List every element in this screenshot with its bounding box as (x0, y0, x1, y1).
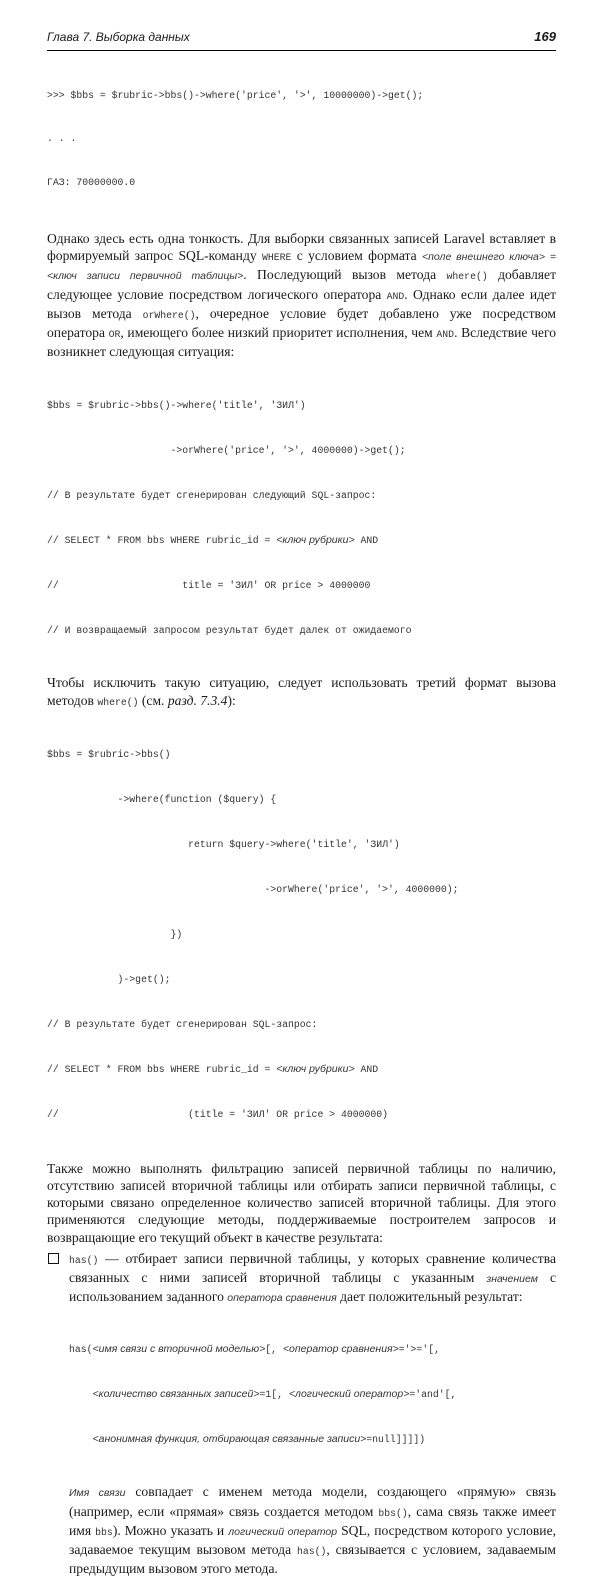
code-line: // (title = 'ЗИЛ' OR price > 4000000) (47, 1108, 388, 1120)
page-number: 169 (534, 29, 556, 44)
code-listing-2 (47, 368, 556, 668)
text: , связывается с условием, задаваемым предыдущим вызовом этого метода. (69, 1542, 556, 1577)
code-line (69, 1432, 556, 1447)
text: , имеющего более низкий приоритет исполнения, чем (120, 325, 437, 341)
inline-code: has() (296, 1546, 327, 1558)
inline-code-italic: логический оператор (228, 1525, 338, 1538)
code-line: }) (47, 928, 183, 940)
code-line: ГАЗ: 70000000.0 (47, 177, 136, 188)
code-text: AND (354, 535, 379, 547)
code-line: return $query->where('title', 'ЗИЛ') (47, 838, 400, 850)
code-line: . . . (47, 133, 77, 144)
checkbox-bullet-icon (48, 1253, 59, 1264)
paragraph-4 (69, 1483, 556, 1577)
chapter-title: Глава 7. Выборка данных (47, 30, 190, 44)
code-placeholder: <количество связанных записей> (92, 1388, 260, 1401)
code-line (69, 1387, 556, 1402)
code-text (69, 1434, 93, 1445)
inline-code-italic: значением (486, 1273, 538, 1286)
code-line: ->orWhere('price', '>', 4000000)->get(); (47, 445, 406, 457)
bullet-item-has (47, 1250, 556, 1577)
code-placeholder: <логический оператор> (288, 1388, 410, 1401)
page-content (47, 58, 556, 1577)
code-text: ='and'[, (409, 1389, 457, 1401)
code-line: >>> $bbs = $rubric->bbs()->where('price', '>', 10000000)->get(); (47, 90, 424, 101)
code-line: ->orWhere('price', '>', 4000000); (47, 883, 459, 895)
code-line: // title = 'ЗИЛ' OR price > 4000000 (47, 580, 371, 592)
text: SQL, посредством которого условие, задаваемое текущим вызовом метода (69, 1522, 556, 1558)
text: Чтобы исключить такую ситуацию, следует использовать третий формат вызова методов (47, 675, 556, 708)
code-placeholder: <анонимная функция, отбирающая связанные записи> (92, 1433, 367, 1446)
page-header (47, 28, 556, 51)
inline-code: AND (386, 290, 405, 302)
code-text: ='>='[, (398, 1344, 440, 1356)
code-line (47, 1062, 556, 1077)
code-line: // И возвращаемый запросом результат будет далек от ожидаемого (47, 625, 412, 637)
paragraph-1 (47, 230, 556, 360)
code-text (69, 1389, 93, 1400)
inline-code: OR (108, 329, 121, 341)
code-text: [, (265, 1344, 283, 1356)
code-text: // SELECT * FROM bbs WHERE rubric_id = (47, 535, 277, 547)
code-text: =1[, (259, 1389, 289, 1401)
inline-code-italic: <поле внешнего ключа> = <ключ записи первичной таблицы> (47, 251, 556, 283)
text: с условием формата (291, 248, 422, 264)
text: , сама связь также имеет имя (69, 1503, 556, 1538)
text: добавляет следующее условие посредством логического оператора (47, 267, 557, 302)
inline-code: where() (446, 271, 488, 283)
inline-code-italic: Имя связи (69, 1487, 126, 1500)
code-line (69, 1342, 556, 1357)
text: совпадает с именем метода модели, создающего «прямую» связь (например, если «прямая» связь создается методом (69, 1484, 556, 1519)
code-text: has( (69, 1344, 93, 1356)
inline-code: where() (97, 696, 139, 708)
code-placeholder: <ключ рубрики> (276, 1062, 355, 1075)
inline-code: bbs (95, 1526, 113, 1538)
code-placeholder: <оператор сравнения> (282, 1343, 399, 1356)
text: ): (227, 692, 236, 708)
code-placeholder: <имя связи с вторичной моделью> (92, 1343, 266, 1356)
section-reference: разд. 7.3.4 (167, 692, 228, 708)
inline-code-italic: оператора сравнения (227, 1292, 337, 1305)
text: (см. (138, 692, 168, 708)
code-text: =null]]]]) (366, 1434, 426, 1446)
paragraph-3: Также можно выполнять фильтрацию записей первичной таблицы по наличию, отсутствию записей вторичной таблицы или отбирать записи первичной таблицы, с которыми связано определенное количество записей вторичной таблицы. Для этого применяются следующие методы, поддерживаемые построителем запросов и возвращающие его текущий объект в качестве результата: (47, 1160, 556, 1245)
code-line: )->get(); (47, 973, 171, 985)
text: . Вследствие чего возникнет следующая ситуация: (47, 325, 556, 360)
code-line: // В результате будет сгенерирован следующий SQL-запрос: (47, 490, 377, 502)
code-line: // В результате будет сгенерирован SQL-запрос: (47, 1018, 318, 1030)
code-placeholder: <ключ рубрики> (276, 534, 355, 547)
code-line: $bbs = $rubric->bbs()->where('title', 'ЗИЛ') (47, 400, 306, 412)
inline-code: orWhere() (142, 309, 196, 321)
text: . Однако если далее идет вызов метода (47, 286, 557, 321)
code-listing-1 (47, 58, 556, 220)
text: ). Можно указать и (112, 1522, 229, 1538)
text: — отбирает записи первичной таблицы, у которых сравнение количества связанных с ними записей вторичной таблицы с указанным (69, 1250, 556, 1286)
text: дает положительный результат: (336, 1289, 523, 1305)
inline-code: has() (69, 1254, 99, 1266)
code-text: // SELECT * FROM bbs WHERE rubric_id = (47, 1063, 277, 1075)
text: . Последующий вызов метода (243, 267, 447, 283)
code-listing-3 (47, 717, 556, 1152)
inline-code: AND (436, 329, 455, 341)
code-listing-4 (69, 1312, 556, 1477)
inline-code: WHERE (261, 252, 292, 264)
inline-code: bbs() (378, 1507, 408, 1519)
code-line: ->where(function ($query) { (47, 793, 277, 805)
text: Однако здесь есть одна тонкость. Для выборки связанных записей Laravel вставляет в формируемый запрос SQL-команду (47, 231, 556, 264)
text: , очередное условие будет добавлено уже посредством оператора (47, 305, 556, 341)
code-text: AND (354, 1063, 379, 1075)
code-line: $bbs = $rubric->bbs() (47, 748, 171, 760)
code-line (47, 533, 556, 548)
paragraph-2 (47, 674, 556, 710)
text: с использованием заданного (69, 1270, 556, 1305)
